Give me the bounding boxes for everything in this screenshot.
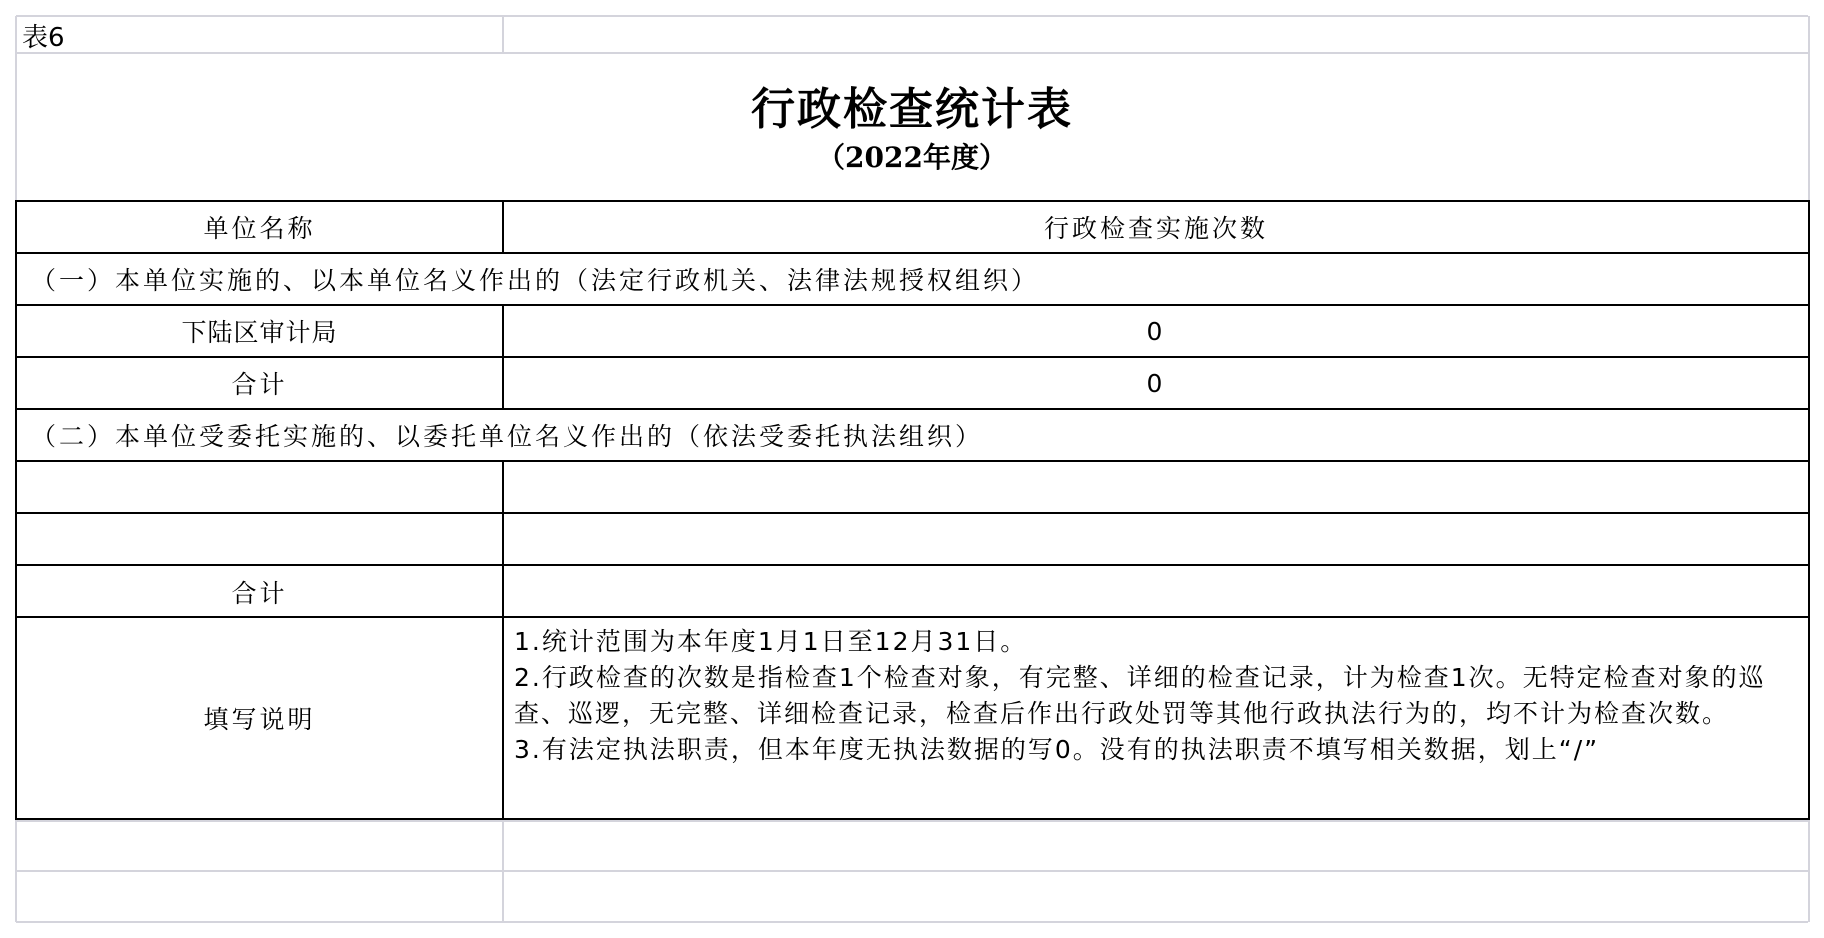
section2-unit-cell[interactable] (15, 460, 504, 514)
note-item: 2.行政检查的次数是指检查1个检查对象，有完整、详细的检查记录，计为检查1次。无特定检查对象的巡查、巡逻，无完整、详细检查记录，检查后作出行政处罚等其他行政执法行为的，均不计为检查次数。 (514, 663, 1766, 728)
gridline (16, 52, 1808, 54)
title-cell[interactable] (16, 75, 1808, 135)
section2-label: （二）本单位受委托实施的、以委托单位名义作出的（依法受委托执法组织） (31, 422, 984, 451)
section1-total-label-cell[interactable] (15, 356, 504, 410)
section1-total-count: 0 (1146, 368, 1166, 398)
section1-total-count-cell[interactable] (502, 356, 1810, 410)
section1-count: 0 (1146, 316, 1166, 346)
header-unit-name: 单位名称 (203, 214, 316, 243)
section1-unit-cell[interactable] (15, 304, 504, 358)
gridline (16, 15, 1808, 17)
gridline (16, 870, 1808, 872)
section2-count-cell[interactable] (502, 460, 1810, 514)
notes-text (504, 618, 1808, 818)
notes-label-cell[interactable] (15, 616, 504, 820)
section2-total-label: 合计 (231, 579, 288, 608)
section1-label-cell[interactable] (15, 252, 1810, 306)
gridline (16, 921, 1808, 923)
section2-total-count-cell[interactable] (502, 564, 1810, 618)
section1-count-cell[interactable] (502, 304, 1810, 358)
section2-count-cell[interactable] (502, 512, 1810, 566)
gridline (16, 820, 1808, 822)
section1-unit-name: 下陆区审计局 (181, 318, 338, 347)
note-item: 3.有法定执法职责，但本年度无执法数据的写0。没有的执法职责不填写相关数据，划上“/” (514, 735, 1600, 764)
section2-unit-cell[interactable] (15, 512, 504, 566)
notes-label: 填写说明 (203, 705, 316, 734)
section1-label: （一）本单位实施的、以本单位名义作出的（法定行政机关、法律法规授权组织） (31, 266, 1040, 295)
notes-content-cell[interactable] (502, 616, 1810, 820)
subtitle-cell[interactable] (16, 135, 1808, 177)
note-item: 1.统计范围为本年度1月1日至12月31日。 (514, 627, 1028, 656)
gridline (502, 820, 504, 922)
gridline (502, 16, 504, 52)
header-unit-name-cell[interactable] (15, 200, 504, 254)
sheet-label-cell[interactable] (22, 18, 65, 52)
header-inspection-count-cell[interactable] (502, 200, 1810, 254)
page-title: 行政检查统计表 (751, 84, 1073, 135)
page-subtitle: （2022年度） (817, 141, 1007, 174)
section2-label-cell[interactable] (15, 408, 1810, 462)
sheet-label: 表6 (22, 22, 65, 53)
section2-total-label-cell[interactable] (15, 564, 504, 618)
header-inspection-count: 行政检查实施次数 (1043, 214, 1268, 243)
section1-total-label: 合计 (231, 370, 288, 399)
